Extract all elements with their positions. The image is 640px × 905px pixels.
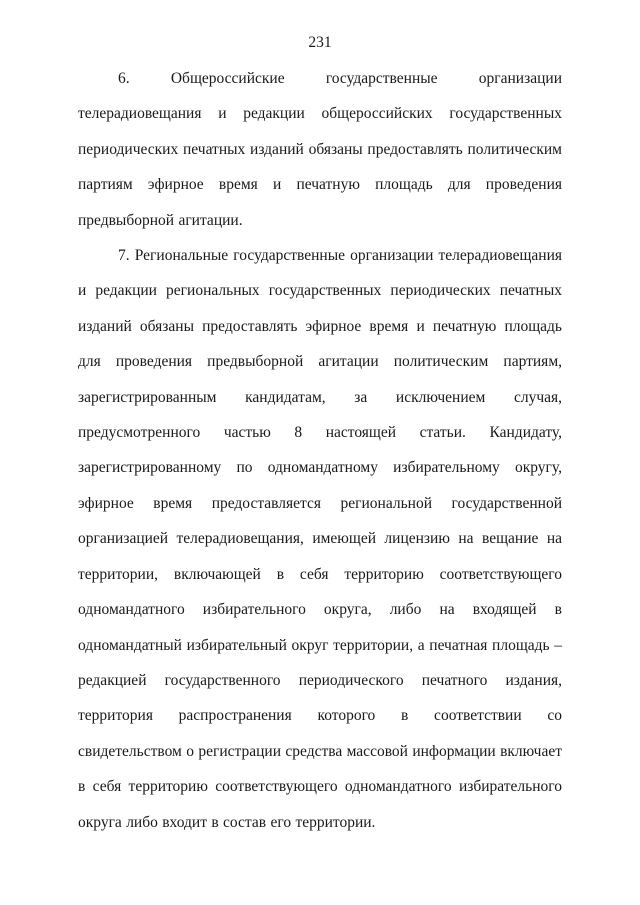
page-number: 231 <box>308 34 332 51</box>
page-body <box>78 61 562 840</box>
paragraph-7: 7. Региональные государственные организации телерадиовещания и редакции региональных государственных периодических печатных изданий обязаны предоставлять эфирное время и печатную площадь для проведения предвыборной агитации политическим партиям, зарегистрированным кандидатам, за исключением случая, предусмотренного частью 8 настоящей статьи. Кандидату, зарегистрированному по одномандатному избирательному округу, эфирное время предоставляется региональной государственной организацией телерадиовещания, имеющей лицензию на вещание на территории, включающей в себя территорию соответствующего одномандатного избирательного округа, либо на входящей в одномандатный избирательный округ территории, а печатная площадь – редакцией государственного периодического печатного издания, территория распространения которого в соответствии со свидетельством о регистрации средства массовой информации включает в себя территорию соответствующего одномандатного избирательного округа либо входит в состав его территории. <box>78 247 562 831</box>
paragraph-6: 6. Общероссийские государственные организации телерадиовещания и редакции общероссийских государственных периодических печатных изданий обязаны предоставлять политическим партиям эфирное время и печатную площадь для проведения предвыборной агитации. <box>78 70 562 229</box>
